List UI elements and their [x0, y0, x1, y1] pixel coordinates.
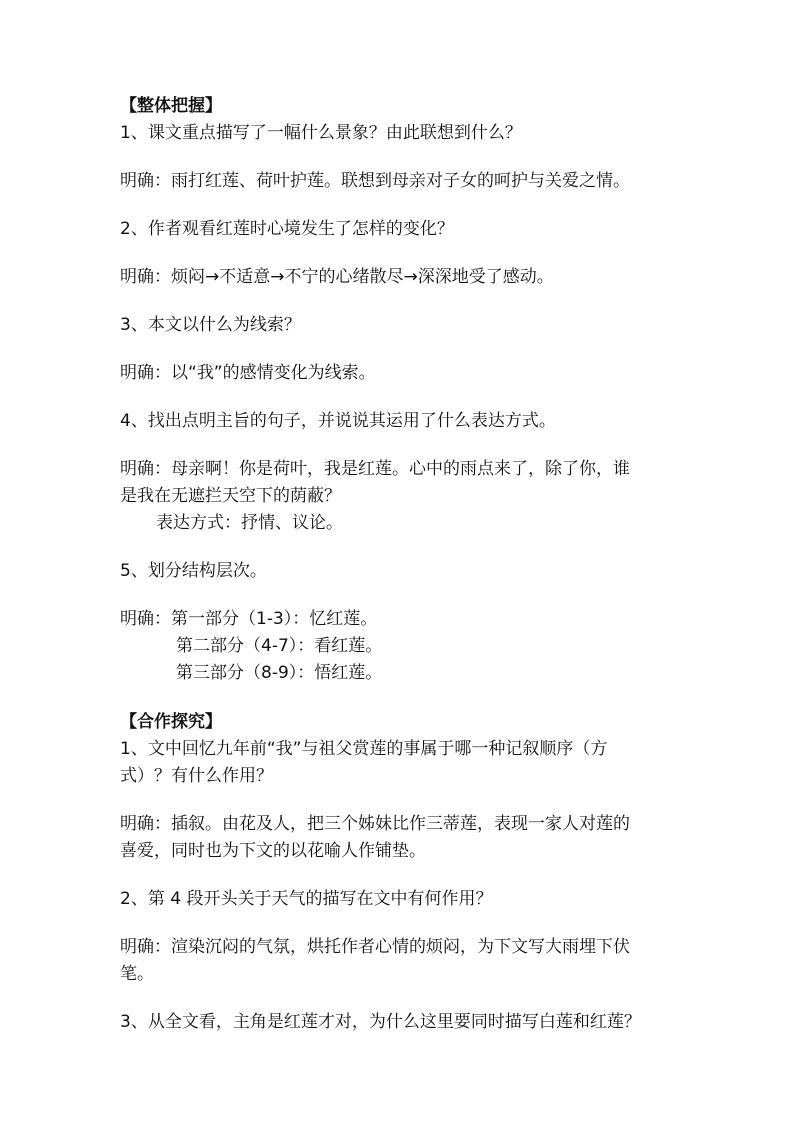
question-2: 2、作者观看红莲时心境发生了怎样的变化？	[120, 219, 454, 239]
spacer	[120, 913, 680, 934]
spacer	[120, 387, 680, 408]
answer-1: 明确：雨打红莲、荷叶护莲。联想到母亲对子女的呵护与关爱之情。	[120, 171, 630, 191]
section-heading-overall: 【整体把握】	[120, 96, 222, 116]
explore-question-3: 3、从全文看，主角是红莲才对，为什么这里要同时描写白莲和红莲？	[120, 1012, 641, 1032]
spacer	[120, 687, 680, 708]
answer-4-line-1: 明确：母亲啊！你是荷叶，我是红莲。心中的雨点来了，除了你，谁	[120, 459, 630, 479]
spacer	[120, 988, 680, 1009]
spacer	[120, 291, 680, 312]
explore-answer-2-line-1: 明确：渲染沉闷的气氛，烘托作者心情的烦闷，为下文写大雨埋下伏	[120, 937, 630, 957]
section-heading-explore: 【合作探究】	[120, 712, 222, 732]
question-5: 5、划分结构层次。	[120, 561, 267, 581]
spacer	[120, 147, 680, 168]
spacer	[120, 435, 680, 456]
document-page	[120, 92, 680, 1036]
question-3: 3、本文以什么为线索？	[120, 315, 301, 335]
spacer	[120, 865, 680, 886]
answer-2: 明确：烦闷→不适意→不宁的心绪散尽→深深地受了感动。	[120, 267, 554, 287]
question-4: 4、找出点明主旨的句子，并说说其运用了什么表达方式。	[120, 411, 556, 431]
explore-answer-2-line-2: 笔。	[120, 964, 154, 984]
spacer	[120, 195, 680, 216]
explore-answer-1-line-2: 喜爱，同时也为下文的以花喻人作铺垫。	[120, 841, 426, 861]
spacer	[120, 585, 680, 606]
question-1: 1、课文重点描写了一幅什么景象？由此联想到什么？	[120, 123, 522, 143]
spacer	[120, 339, 680, 360]
answer-4-line-3: 表达方式：抒情、议论。	[156, 513, 343, 533]
answer-3: 明确：以“我”的感情变化为线索。	[120, 363, 376, 383]
explore-answer-1-line-1: 明确：插叙。由花及人，把三个姊妹比作三蒂莲，表现一家人对莲的	[120, 814, 630, 834]
explore-question-2: 2、第 4 段开头关于天气的描写在文中有何作用？	[120, 889, 493, 909]
answer-4-line-2: 是我在无遮拦天空下的荫蔽？	[120, 486, 341, 506]
spacer	[120, 537, 680, 558]
answer-5-line-2: 第二部分（4-7）：看红莲。	[176, 636, 383, 656]
spacer	[120, 243, 680, 264]
spacer	[120, 790, 680, 811]
explore-question-1-line-1: 1、文中回忆九年前“我”与祖父赏莲的事属于哪一种记叙顺序（方	[120, 739, 608, 759]
explore-question-1-line-2: 式）？有什么作用？	[120, 766, 273, 786]
answer-5-line-3: 第三部分（8-9）：悟红莲。	[176, 663, 383, 683]
answer-5-line-1: 明确：第一部分（1-3）：忆红莲。	[120, 609, 378, 629]
